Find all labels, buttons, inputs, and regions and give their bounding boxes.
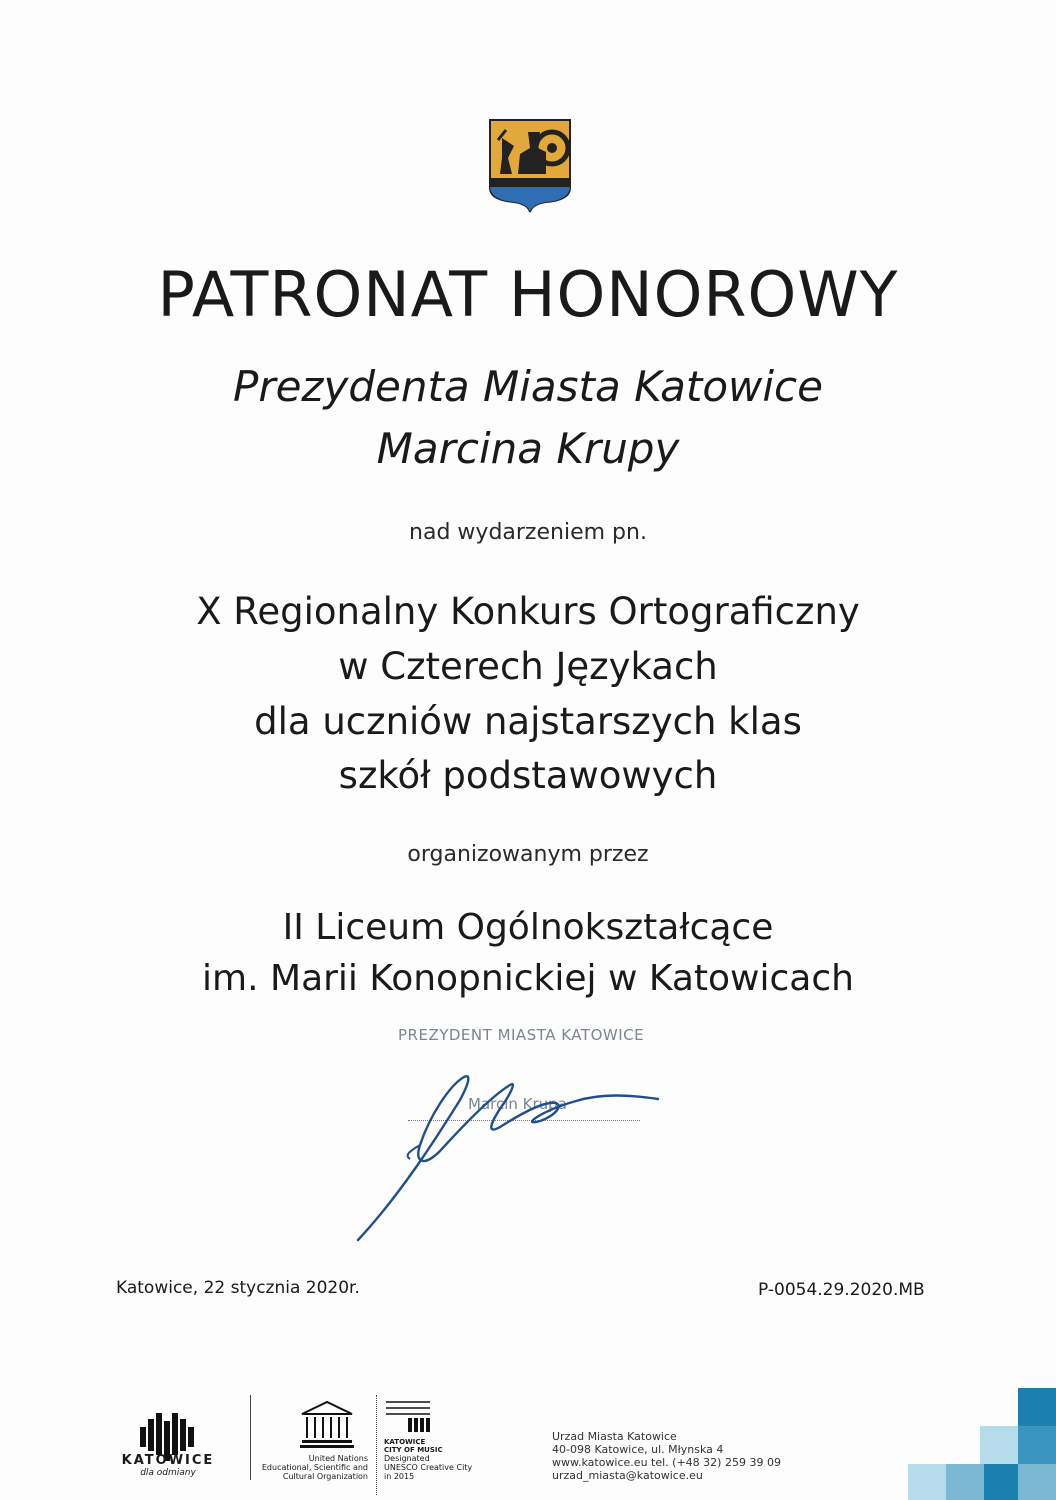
event-line: w Czterech Językach xyxy=(338,645,718,688)
music-desc-line: UNESCO Creative City xyxy=(384,1463,473,1472)
unesco-line: United Nations xyxy=(308,1454,368,1463)
office-line: 40-098 Katowice, ul. Młynska 4 xyxy=(552,1443,724,1456)
school-line: II Liceum Ogólnokształcące xyxy=(282,907,774,948)
unesco-text xyxy=(258,1454,368,1481)
divider xyxy=(250,1395,251,1480)
handwritten-signature xyxy=(340,1055,670,1255)
music-logo-line: CITY OF MUSIC xyxy=(384,1446,443,1454)
decorative-squares xyxy=(900,1388,1056,1500)
event-line: X Regionalny Konkurs Ortograficzny xyxy=(196,590,860,633)
office-address xyxy=(552,1430,781,1482)
organized-by-text: organizowanym przez xyxy=(407,842,649,867)
music-logo-line: KATOWICE xyxy=(384,1438,426,1446)
page-title: PATRONAT HONOROWY xyxy=(157,258,899,331)
unesco-line: Educational, Scientific and xyxy=(261,1463,368,1472)
office-line: www.katowice.eu tel. (+48 32) 259 39 09 xyxy=(552,1456,781,1469)
intro-text: nad wydarzeniem pn. xyxy=(409,520,647,545)
unesco-logo-icon xyxy=(298,1400,356,1450)
patron-line-1: Prezydenta Miasta Katowice xyxy=(233,362,823,411)
music-desc-line: in 2015 xyxy=(384,1472,415,1481)
katowice-logo-name: KATOWICE xyxy=(121,1453,215,1468)
stamp-title: PREZYDENT MIASTA KATOWICE xyxy=(398,1026,645,1044)
patron-line-2: Marcina Krupy xyxy=(376,424,680,473)
office-line: Urzad Miasta Katowice xyxy=(552,1430,677,1443)
katowice-logo-tagline: dla odmiany xyxy=(140,1468,196,1478)
unesco-line: Cultural Organization xyxy=(282,1472,368,1481)
divider-dotted xyxy=(376,1395,378,1495)
music-description xyxy=(384,1454,504,1481)
stamp-name: Marcin Krupa xyxy=(468,1095,567,1113)
event-line: szkół podstawowych xyxy=(338,754,718,797)
reference-number: P-0054.29.2020.MB xyxy=(758,1280,925,1300)
music-desc-line: Designated xyxy=(384,1454,430,1463)
city-crest-icon xyxy=(488,118,572,214)
document-date: Katowice, 22 stycznia 2020r. xyxy=(116,1278,360,1298)
music-logo-text xyxy=(384,1438,444,1454)
city-of-music-icon xyxy=(384,1396,432,1436)
office-line: urzad_miasta@katowice.eu xyxy=(552,1469,703,1482)
event-line: dla uczniów najstarszych klas xyxy=(254,700,802,743)
school-line: im. Marii Konopnickiej w Katowicach xyxy=(202,958,854,999)
